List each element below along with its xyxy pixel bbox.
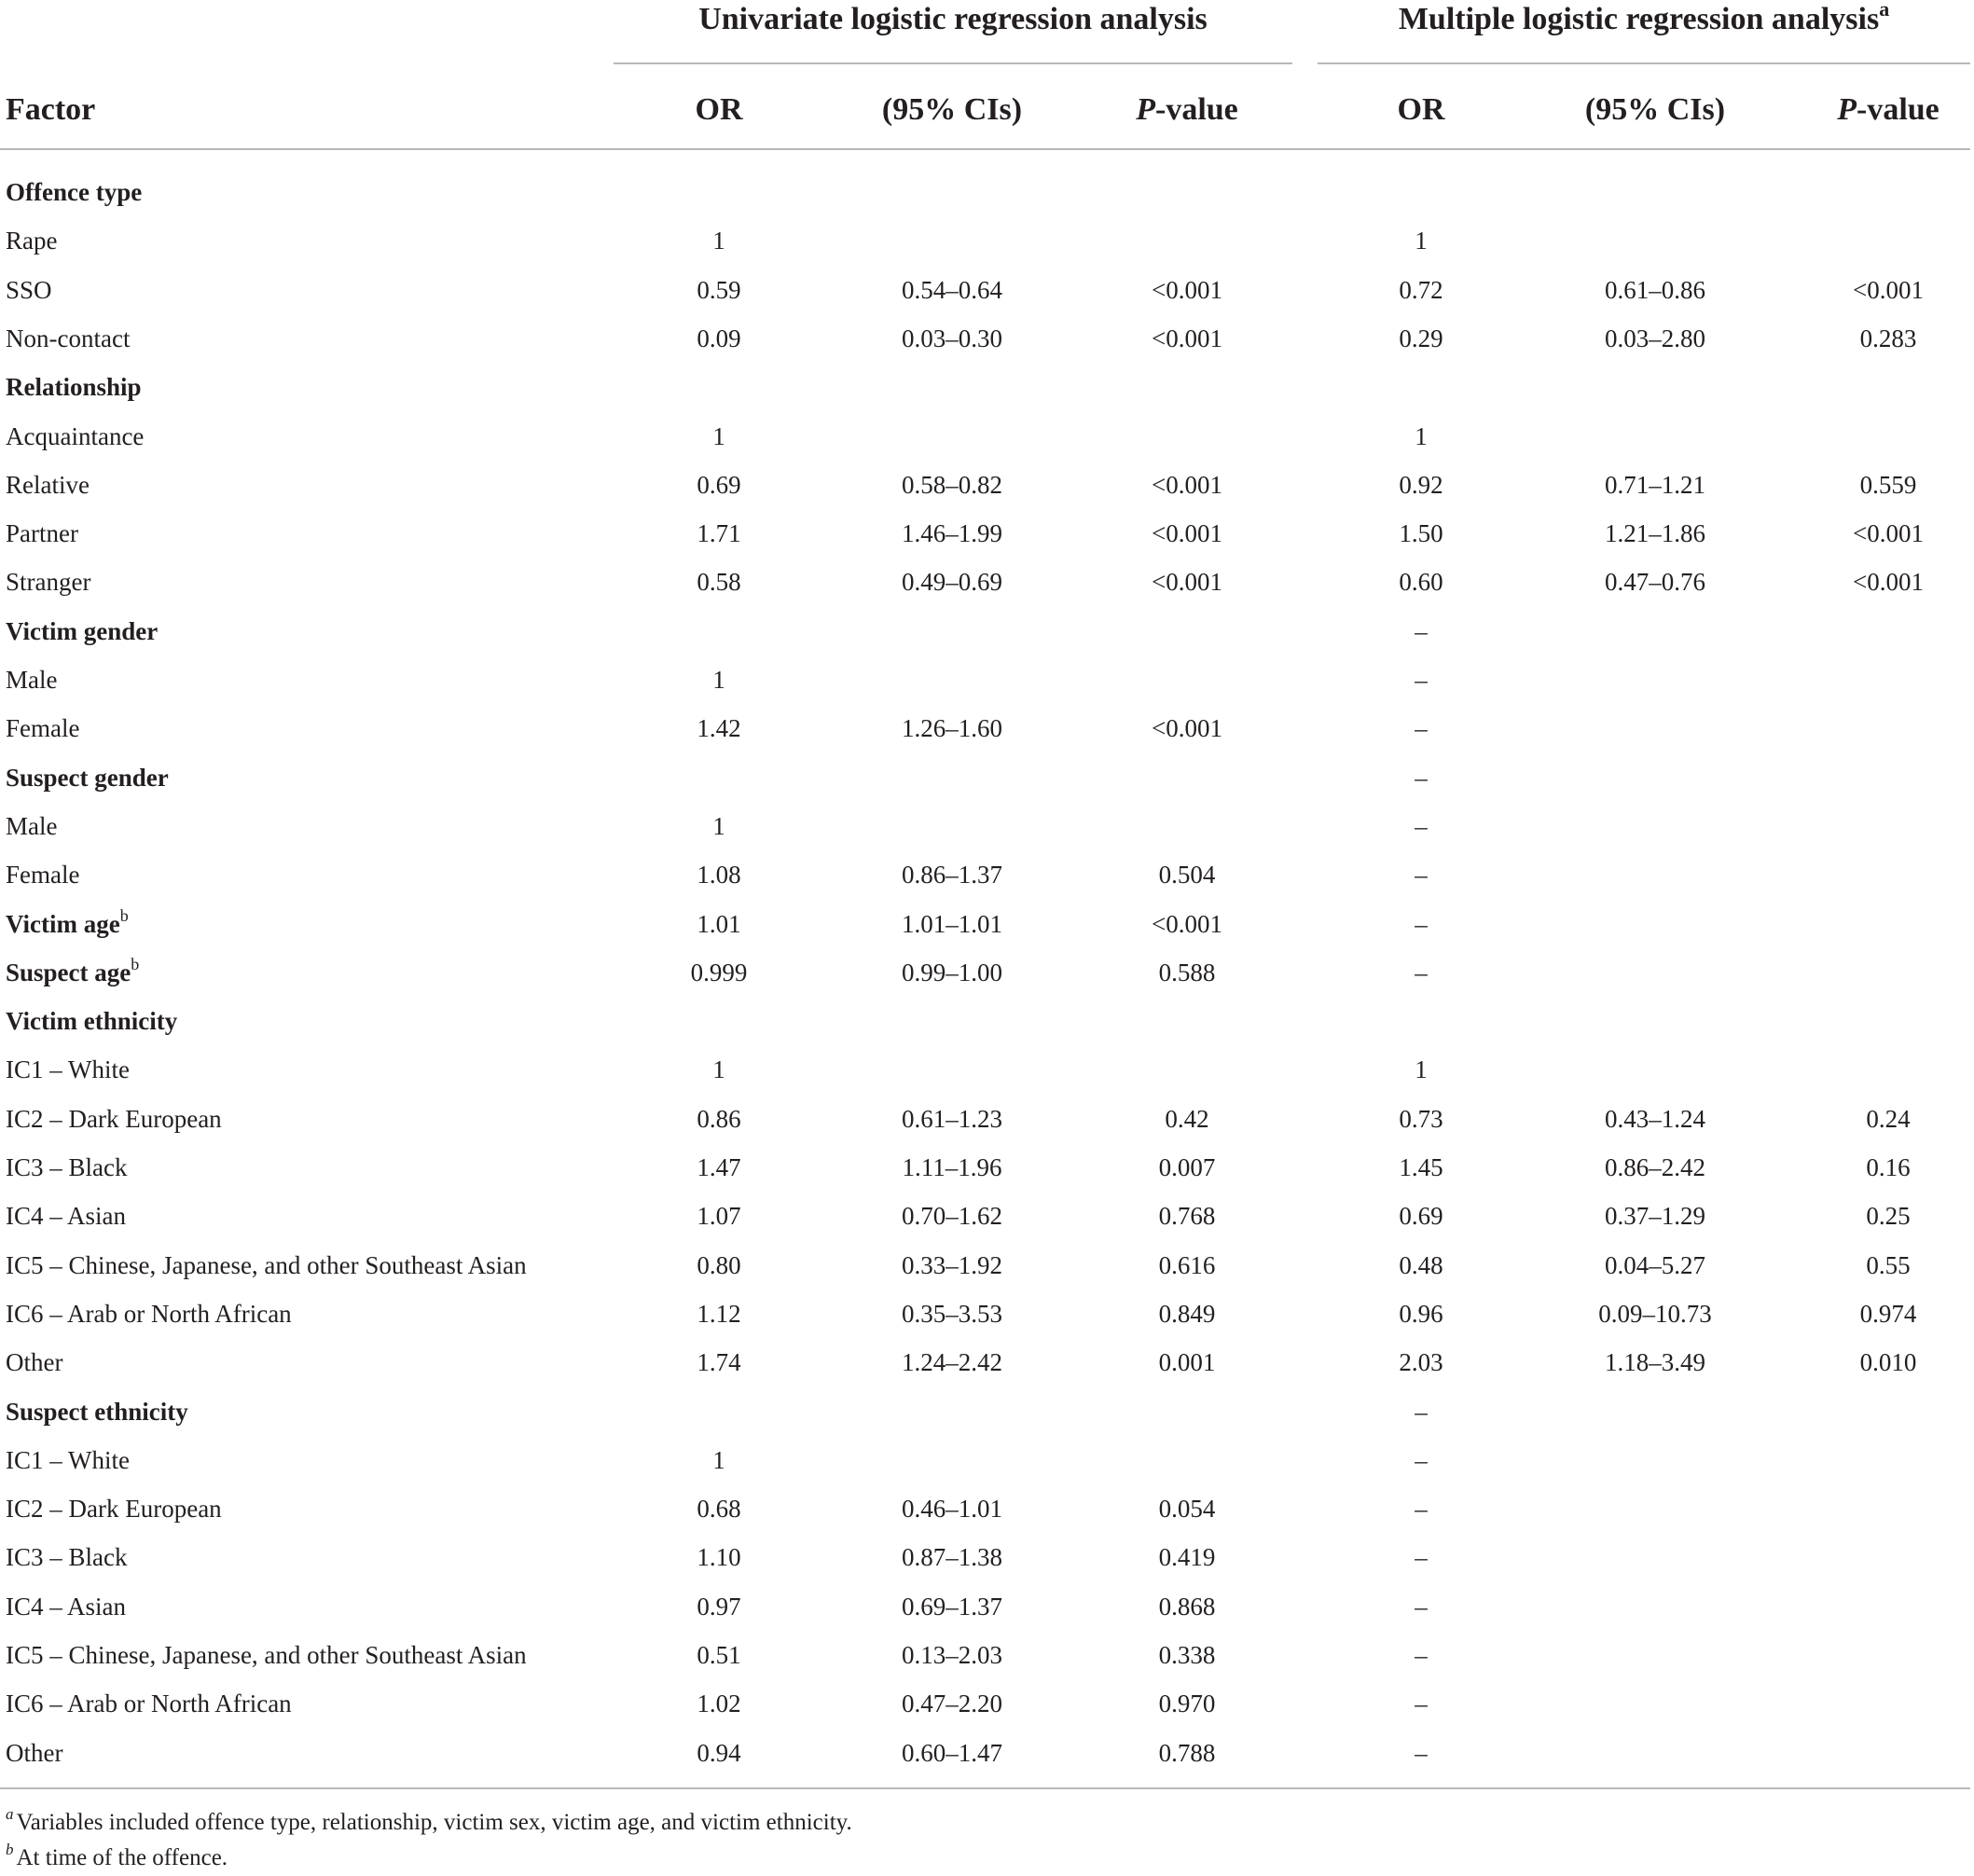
factor-label: IC2 – Dark European [6, 1104, 222, 1133]
univariate-ci-cell: 1.24–2.42 [902, 1348, 1002, 1377]
univariate-p-cell: 0.849 [1158, 1299, 1216, 1328]
table-row [0, 753, 1974, 802]
factor-label: IC1 – White [6, 1445, 130, 1474]
univariate-or-cell: 0.97 [697, 1592, 741, 1621]
univariate-or-cell: 1.42 [697, 714, 741, 743]
univariate-group-label: Univariate logistic regression analysis [698, 2, 1208, 36]
table-row [0, 948, 1974, 997]
table-row [0, 1436, 1974, 1484]
multiple-or-cell: – [1415, 666, 1428, 694]
univariate-or-cell: 0.09 [697, 324, 741, 352]
multiple-or-cell: 0.72 [1399, 275, 1443, 304]
univariate-p-cell: <0.001 [1152, 714, 1222, 743]
col-header-univariate-ci: (95% CIs) [881, 92, 1023, 127]
multiple-p-cell: 0.16 [1866, 1153, 1911, 1181]
factor-label: SSO [6, 275, 52, 304]
table-row [0, 1338, 1974, 1386]
factor-label: IC3 – Black [6, 1543, 128, 1572]
univariate-or-cell: 1.10 [697, 1543, 741, 1572]
table-row [0, 900, 1974, 948]
table-row [0, 363, 1974, 411]
multiple-or-cell: 0.60 [1399, 568, 1443, 597]
multiple-ci-cell: 0.43–1.24 [1605, 1104, 1705, 1133]
univariate-ci-cell: 0.13–2.03 [902, 1641, 1002, 1669]
univariate-ci-cell: 0.60–1.47 [902, 1738, 1002, 1767]
table-row [0, 704, 1974, 752]
univariate-p-cell: <0.001 [1152, 568, 1222, 597]
factor-label: Male [6, 666, 58, 694]
univariate-or-cell: 0.69 [697, 470, 741, 499]
col-header-factor: Factor [6, 92, 96, 127]
table-row [0, 509, 1974, 558]
univariate-ci-cell: 0.35–3.53 [902, 1299, 1002, 1328]
factor-label: Female [6, 861, 80, 890]
factor-label: Other [6, 1348, 63, 1377]
multiple-or-cell: 0.48 [1399, 1250, 1443, 1279]
univariate-or-cell: 0.51 [697, 1641, 741, 1669]
univariate-or-cell: 1 [712, 1445, 725, 1474]
multiple-group-rule [1318, 62, 1970, 64]
multiple-or-cell: 1 [1415, 1055, 1428, 1084]
univariate-or-cell: 0.59 [697, 275, 741, 304]
col-header-multiple-ci: (95% CIs) [1584, 92, 1726, 127]
multiple-p-cell: 0.974 [1859, 1299, 1917, 1328]
factor-group-label: Offence type [6, 178, 143, 206]
factor-label: IC6 – Arab or North African [6, 1299, 292, 1328]
multiple-or-cell: 1 [1415, 227, 1428, 255]
univariate-p-cell: 0.616 [1158, 1250, 1216, 1279]
univariate-or-cell: 1.12 [697, 1299, 741, 1328]
univariate-or-cell: 0.94 [697, 1738, 741, 1767]
multiple-or-cell: 0.29 [1399, 324, 1443, 352]
factor-label: Male [6, 811, 58, 840]
factor-footnote-mark: b [131, 954, 140, 973]
multiple-or-cell: 0.73 [1399, 1104, 1443, 1133]
univariate-p-cell: <0.001 [1152, 519, 1222, 548]
table-row [0, 997, 1974, 1045]
multiple-group-footnote-mark: a [1879, 0, 1890, 21]
multiple-or-cell: – [1415, 1738, 1428, 1767]
univariate-p-cell: <0.001 [1152, 324, 1222, 352]
multiple-or-cell: – [1415, 1445, 1428, 1474]
col-header-multiple-or: OR [1397, 92, 1445, 127]
multiple-p-cell: 0.55 [1866, 1250, 1911, 1279]
factor-label: IC2 – Dark European [6, 1495, 222, 1524]
univariate-ci-cell: 0.54–0.64 [902, 275, 1002, 304]
univariate-ci-cell: 0.03–0.30 [902, 324, 1002, 352]
factor-label: Partner [6, 519, 78, 548]
univariate-ci-cell: 0.86–1.37 [902, 861, 1002, 890]
univariate-or-cell: 1.71 [697, 519, 741, 548]
table-row [0, 1631, 1974, 1679]
multiple-ci-cell: 0.03–2.80 [1605, 324, 1705, 352]
multiple-or-cell: 2.03 [1399, 1348, 1443, 1377]
multiple-or-cell: 0.69 [1399, 1202, 1443, 1231]
table-row [0, 168, 1974, 216]
univariate-or-cell: 0.999 [690, 958, 748, 986]
univariate-ci-cell: 0.69–1.37 [902, 1592, 1002, 1621]
multiple-p-cell: <0.001 [1853, 275, 1924, 304]
table-row [0, 461, 1974, 509]
factor-label: IC5 – Chinese, Japanese, and other Southeast Asian [6, 1250, 527, 1279]
table-row [0, 1387, 1974, 1436]
multiple-or-cell: 1 [1415, 421, 1428, 450]
multiple-or-cell: 0.96 [1399, 1299, 1443, 1328]
univariate-p-cell: <0.001 [1152, 909, 1222, 938]
multiple-or-cell: – [1415, 1543, 1428, 1572]
univariate-ci-cell: 1.46–1.99 [902, 519, 1002, 548]
multiple-or-cell: 0.92 [1399, 470, 1443, 499]
univariate-or-cell: 1 [712, 811, 725, 840]
univariate-group-rule [614, 62, 1292, 64]
univariate-ci-cell: 0.70–1.62 [902, 1202, 1002, 1231]
table-row [0, 655, 1974, 704]
multiple-group-header [1318, 0, 1970, 39]
factor-group-label: Suspect ethnicity [6, 1397, 188, 1426]
table-row [0, 1729, 1974, 1777]
table-row [0, 558, 1974, 606]
multiple-p-cell: 0.25 [1866, 1202, 1911, 1231]
univariate-p-cell: 0.338 [1158, 1641, 1216, 1669]
multiple-or-cell: – [1415, 1641, 1428, 1669]
univariate-p-cell: 0.419 [1158, 1543, 1216, 1572]
col-header-univariate-p: P-value [1136, 92, 1238, 127]
multiple-or-cell: – [1415, 1495, 1428, 1524]
factor-label: IC5 – Chinese, Japanese, and other Southeast Asian [6, 1641, 527, 1669]
multiple-p-cell: <0.001 [1853, 568, 1924, 597]
univariate-p-cell: 0.970 [1158, 1690, 1216, 1718]
table-row [0, 607, 1974, 655]
univariate-ci-cell: 0.47–2.20 [902, 1690, 1002, 1718]
factor-group-label: Relationship [6, 373, 142, 402]
col-header-multiple-p: P-value [1837, 92, 1939, 127]
univariate-or-cell: 0.58 [697, 568, 741, 597]
multiple-or-cell: – [1415, 616, 1428, 645]
multiple-or-cell: 1.45 [1399, 1153, 1443, 1181]
factor-footnote-mark: b [119, 905, 129, 925]
univariate-or-cell: 1.02 [697, 1690, 741, 1718]
factor-label: IC1 – White [6, 1055, 130, 1084]
factor-label: Relative [6, 470, 90, 499]
univariate-or-cell: 1 [712, 666, 725, 694]
table-row [0, 1484, 1974, 1533]
univariate-or-cell: 1.47 [697, 1153, 741, 1181]
factor-label: Acquaintance [6, 421, 145, 450]
univariate-ci-cell: 0.46–1.01 [902, 1495, 1002, 1524]
univariate-p-cell: 0.007 [1158, 1153, 1216, 1181]
table-row [0, 412, 1974, 461]
univariate-or-cell: 1.01 [697, 909, 741, 938]
factor-group-label: Victim age$^b$ [6, 905, 129, 938]
table-row [0, 266, 1974, 314]
univariate-p-cell: <0.001 [1152, 470, 1222, 499]
table-row [0, 1679, 1974, 1728]
multiple-ci-cell: 1.21–1.86 [1605, 519, 1705, 548]
univariate-p-cell: 0.868 [1158, 1592, 1216, 1621]
univariate-p-cell: 0.768 [1158, 1202, 1216, 1231]
factor-label: IC3 – Black [6, 1153, 128, 1181]
factor-group-label: Victim gender [6, 616, 159, 645]
multiple-p-cell: 0.283 [1859, 324, 1917, 352]
factor-label: Female [6, 714, 80, 743]
univariate-p-cell: 0.504 [1158, 861, 1216, 890]
table-row [0, 1095, 1974, 1143]
table-row [0, 1290, 1974, 1338]
univariate-ci-cell: 0.58–0.82 [902, 470, 1002, 499]
multiple-ci-cell: 0.37–1.29 [1605, 1202, 1705, 1231]
factor-label: Rape [6, 227, 58, 255]
table-row [0, 314, 1974, 363]
table-footnotes [6, 1805, 852, 1876]
multiple-or-cell: – [1415, 1397, 1428, 1426]
univariate-or-cell: 0.86 [697, 1104, 741, 1133]
multiple-p-cell: <0.001 [1853, 519, 1924, 548]
multiple-p-cell: 0.010 [1859, 1348, 1917, 1377]
footnote-a: $^a$ Variables included offence type, relationship, victim sex, victim age, and victim ethnicity. [6, 1804, 852, 1835]
univariate-or-cell: 1 [712, 421, 725, 450]
table-row [0, 1582, 1974, 1631]
header-bottom-rule [0, 148, 1970, 150]
univariate-p-cell: 0.054 [1158, 1495, 1216, 1524]
multiple-ci-cell: 0.04–5.27 [1605, 1250, 1705, 1279]
univariate-or-cell: 1 [712, 1055, 725, 1084]
multiple-ci-cell: 0.61–0.86 [1605, 275, 1705, 304]
multiple-p-cell: 0.559 [1859, 470, 1917, 499]
univariate-ci-cell: 1.01–1.01 [902, 909, 1002, 938]
univariate-ci-cell: 0.33–1.92 [902, 1250, 1002, 1279]
univariate-group-header [614, 0, 1292, 39]
univariate-or-cell: 0.68 [697, 1495, 741, 1524]
factor-label: Other [6, 1738, 63, 1767]
multiple-ci-cell: 0.47–0.76 [1605, 568, 1705, 597]
univariate-ci-cell: 0.87–1.38 [902, 1543, 1002, 1572]
univariate-ci-cell: 1.11–1.96 [902, 1153, 1002, 1181]
multiple-or-cell: – [1415, 861, 1428, 890]
multiple-or-cell: – [1415, 958, 1428, 986]
factor-label: IC4 – Asian [6, 1202, 127, 1231]
univariate-p-cell: 0.588 [1158, 958, 1216, 986]
multiple-or-cell: 1.50 [1399, 519, 1443, 548]
factor-label: IC6 – Arab or North African [6, 1690, 292, 1718]
factor-group-label: Suspect gender [6, 763, 169, 792]
multiple-ci-cell: 1.18–3.49 [1605, 1348, 1705, 1377]
univariate-p-cell: 0.001 [1158, 1348, 1216, 1377]
multiple-or-cell: – [1415, 763, 1428, 792]
table-row [0, 802, 1974, 850]
multiple-or-cell: – [1415, 1690, 1428, 1718]
multiple-or-cell: – [1415, 811, 1428, 840]
table-row [0, 1045, 1974, 1094]
univariate-ci-cell: 0.61–1.23 [902, 1104, 1002, 1133]
multiple-ci-cell: 0.86–2.42 [1605, 1153, 1705, 1181]
table-row [0, 216, 1974, 265]
univariate-or-cell: 1 [712, 227, 725, 255]
multiple-or-cell: – [1415, 1592, 1428, 1621]
footnote-b: $^b$ At time of the offence. [6, 1840, 228, 1870]
factor-group-label: Victim ethnicity [6, 1007, 178, 1036]
univariate-p-cell: 0.788 [1158, 1738, 1216, 1767]
table-row [0, 850, 1974, 899]
multiple-or-cell: – [1415, 909, 1428, 938]
multiple-ci-cell: 0.09–10.73 [1598, 1299, 1712, 1328]
univariate-or-cell: 1.08 [697, 861, 741, 890]
univariate-or-cell: 1.74 [697, 1348, 741, 1377]
multiple-p-cell: 0.24 [1866, 1104, 1911, 1133]
multiple-group-label: Multiple logistic regression analysis [1398, 2, 1880, 36]
univariate-p-cell: 0.42 [1165, 1104, 1209, 1133]
univariate-or-cell: 0.80 [697, 1250, 741, 1279]
univariate-p-cell: <0.001 [1152, 275, 1222, 304]
table-bottom-rule [0, 1787, 1970, 1789]
table-row [0, 1241, 1974, 1290]
table-row [0, 1533, 1974, 1581]
univariate-ci-cell: 1.26–1.60 [902, 714, 1002, 743]
univariate-or-cell: 1.07 [697, 1202, 741, 1231]
univariate-ci-cell: 0.99–1.00 [902, 958, 1002, 986]
factor-group-label: Suspect age$^b$ [6, 954, 140, 986]
multiple-ci-cell: 0.71–1.21 [1605, 470, 1705, 499]
factor-label: Stranger [6, 568, 91, 597]
factor-label: IC4 – Asian [6, 1592, 127, 1621]
table-row [0, 1143, 1974, 1192]
col-header-univariate-or: OR [695, 92, 743, 127]
multiple-or-cell: – [1415, 714, 1428, 743]
table-row [0, 1192, 1974, 1240]
univariate-ci-cell: 0.49–0.69 [902, 568, 1002, 597]
factor-label: Non-contact [6, 324, 131, 352]
